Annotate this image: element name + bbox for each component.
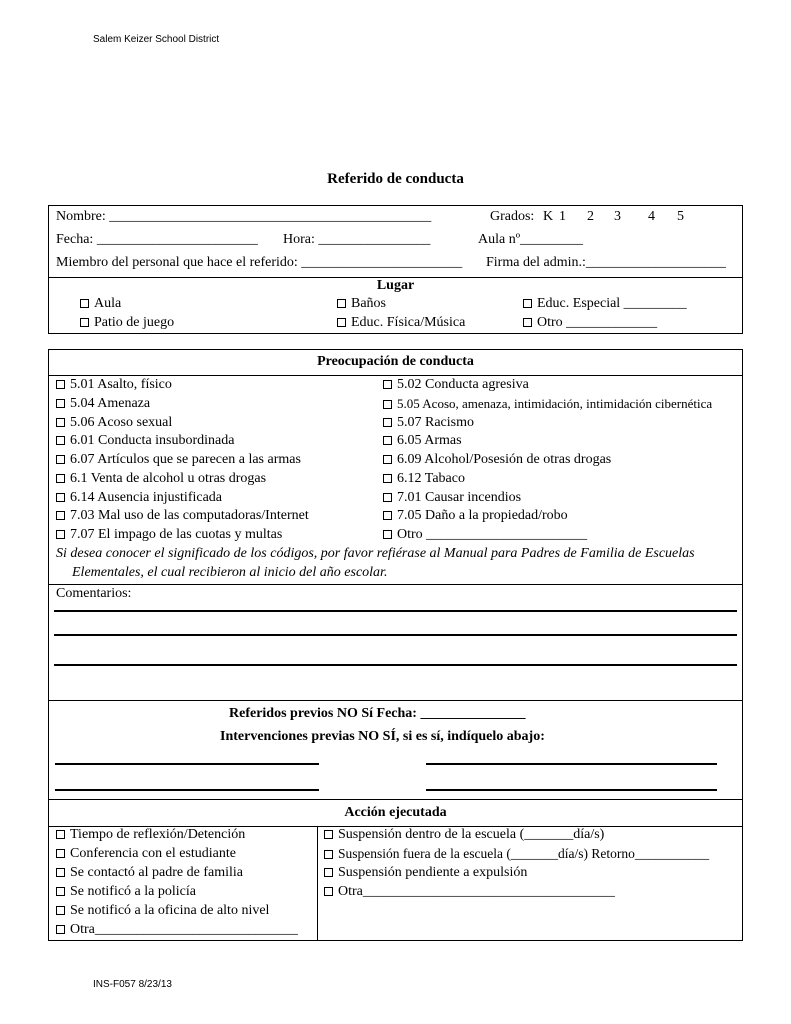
checkbox-icon[interactable]	[56, 530, 65, 539]
district-name: Salem Keizer School District	[93, 34, 220, 45]
codes-note-line1: Si desea conocer el significado de los códigos, por favor refiérase al Manual para Padres de Familia de Escuelas	[56, 546, 695, 561]
grade-3[interactable]: 3	[614, 209, 621, 224]
location-option-banos[interactable]: Baños	[337, 296, 386, 312]
checkbox-icon[interactable]	[337, 318, 346, 327]
checkbox-icon[interactable]	[383, 400, 392, 409]
checkbox-icon[interactable]	[56, 830, 65, 839]
codes-note-line2: Elementales, el cual recibieron al inicio del año escolar.	[72, 565, 388, 580]
concern-item[interactable]: 6.01 Conducta insubordinada	[56, 433, 234, 449]
time-field[interactable]: Hora: ________________	[283, 232, 431, 247]
concern-item[interactable]: 5.07 Racismo	[383, 415, 474, 431]
action-title: Acción ejecutada	[344, 805, 447, 820]
checkbox-icon[interactable]	[56, 906, 65, 915]
checkbox-icon[interactable]	[56, 380, 65, 389]
grade-5[interactable]: 5	[677, 209, 684, 224]
concern-item[interactable]: 6.05 Armas	[383, 433, 462, 449]
concern-item[interactable]: 5.05 Acoso, amenaza, intimidación, intimidación cibernética	[383, 396, 712, 412]
action-item[interactable]: Suspensión pendiente a expulsión	[324, 865, 527, 881]
checkbox-icon[interactable]	[56, 399, 65, 408]
checkbox-icon[interactable]	[383, 530, 392, 539]
concern-item[interactable]: 6.14 Ausencia injustificada	[56, 490, 222, 506]
divider	[48, 700, 743, 701]
checkbox-icon[interactable]	[324, 887, 333, 896]
action-item[interactable]: Otra____________________________________	[324, 884, 615, 900]
action-item[interactable]: Se notificó a la policía	[56, 884, 196, 900]
date-field[interactable]: Fecha: _______________________	[56, 232, 258, 247]
checkbox-icon[interactable]	[383, 418, 392, 427]
checkbox-icon[interactable]	[56, 418, 65, 427]
grade-4[interactable]: 4	[648, 209, 655, 224]
grade-1[interactable]: 1	[559, 209, 566, 224]
previous-interventions-line[interactable]: Intervenciones previas NO SÍ, si es sí, indíquelo abajo:	[220, 729, 545, 744]
location-option-patio[interactable]: Patio de juego	[80, 315, 174, 331]
intervention-line[interactable]	[55, 763, 319, 765]
concern-item[interactable]: 7.05 Daño a la propiedad/robo	[383, 508, 568, 524]
action-item[interactable]: Otra_____________________________	[56, 922, 298, 938]
checkbox-icon[interactable]	[56, 511, 65, 520]
concern-item[interactable]: 7.03 Mal uso de las computadoras/Internet	[56, 508, 309, 524]
comment-line[interactable]	[54, 664, 737, 666]
checkbox-icon[interactable]	[324, 868, 333, 877]
checkbox-icon[interactable]	[80, 318, 89, 327]
action-item[interactable]: Se contactó al padre de familia	[56, 865, 243, 881]
checkbox-icon[interactable]	[56, 474, 65, 483]
room-field[interactable]: Aula nº_________	[478, 232, 584, 247]
comment-line[interactable]	[54, 610, 737, 612]
form-code: INS-F057 8/23/13	[93, 979, 172, 990]
concern-item[interactable]: 6.1 Venta de alcohol u otras drogas	[56, 471, 266, 487]
concern-item[interactable]: 6.12 Tabaco	[383, 471, 465, 487]
checkbox-icon[interactable]	[56, 493, 65, 502]
comments-label: Comentarios:	[56, 586, 132, 601]
action-item[interactable]: Se notificó a la oficina de alto nivel	[56, 903, 269, 919]
intervention-line[interactable]	[55, 789, 319, 791]
checkbox-icon[interactable]	[56, 455, 65, 464]
concern-item[interactable]: 5.02 Conducta agresiva	[383, 377, 529, 393]
concern-item[interactable]: 5.06 Acoso sexual	[56, 415, 172, 431]
name-field[interactable]: Nombre: ______________________________________________	[56, 209, 432, 224]
checkbox-icon[interactable]	[523, 299, 532, 308]
checkbox-icon[interactable]	[80, 299, 89, 308]
checkbox-icon[interactable]	[383, 511, 392, 520]
action-item[interactable]: Tiempo de reflexión/Detención	[56, 827, 245, 843]
location-option-educ-fisica[interactable]: Educ. Física/Música	[337, 315, 465, 331]
checkbox-icon[interactable]	[523, 318, 532, 327]
concern-item[interactable]: 7.01 Causar incendios	[383, 490, 521, 506]
checkbox-icon[interactable]	[56, 925, 65, 934]
checkbox-icon[interactable]	[324, 850, 333, 859]
checkbox-icon[interactable]	[337, 299, 346, 308]
location-option-educ-especial[interactable]: Educ. Especial _________	[523, 296, 687, 312]
location-option-aula[interactable]: Aula	[80, 296, 121, 312]
checkbox-icon[interactable]	[383, 380, 392, 389]
intervention-line[interactable]	[426, 789, 717, 791]
concern-item[interactable]: Otro _______________________	[383, 527, 587, 543]
column-divider	[317, 826, 318, 941]
checkbox-icon[interactable]	[324, 830, 333, 839]
concern-item[interactable]: 5.01 Asalto, físico	[56, 377, 172, 393]
form-title: Referido de conducta	[327, 171, 464, 187]
location-title: Lugar	[376, 278, 415, 293]
checkbox-icon[interactable]	[56, 868, 65, 877]
divider	[48, 799, 743, 800]
concern-item[interactable]: 7.07 El impago de las cuotas y multas	[56, 527, 282, 543]
divider	[48, 584, 743, 585]
action-item[interactable]: Conferencia con el estudiante	[56, 846, 236, 862]
comment-line[interactable]	[54, 634, 737, 636]
location-option-otro[interactable]: Otro _____________	[523, 315, 657, 331]
intervention-line[interactable]	[426, 763, 717, 765]
concern-item[interactable]: 6.07 Artículos que se parecen a las armas	[56, 452, 301, 468]
checkbox-icon[interactable]	[56, 887, 65, 896]
concern-item[interactable]: 5.04 Amenaza	[56, 396, 150, 412]
checkbox-icon[interactable]	[383, 474, 392, 483]
action-item[interactable]: Suspensión fuera de la escuela (_______día/s) Retorno___________	[324, 846, 709, 862]
grade-k[interactable]: K	[543, 209, 554, 224]
concern-item[interactable]: 6.09 Alcohol/Posesión de otras drogas	[383, 452, 611, 468]
staff-field[interactable]: Miembro del personal que hace el referido: _______________________	[56, 255, 463, 270]
admin-signature-field[interactable]: Firma del admin.:____________________	[486, 255, 726, 270]
grades-label: Grados:	[490, 209, 535, 224]
checkbox-icon[interactable]	[56, 436, 65, 445]
divider	[48, 375, 743, 376]
checkbox-icon[interactable]	[56, 849, 65, 858]
concern-title: Preocupación de conducta	[317, 354, 474, 369]
action-item[interactable]: Suspensión dentro de la escuela (_______día/s)	[324, 827, 604, 843]
previous-referrals-line[interactable]: Referidos previos NO Sí Fecha: _______________	[229, 706, 526, 721]
checkbox-icon[interactable]	[383, 455, 392, 464]
checkbox-icon[interactable]	[383, 436, 392, 445]
grade-2[interactable]: 2	[587, 209, 594, 224]
checkbox-icon[interactable]	[383, 493, 392, 502]
